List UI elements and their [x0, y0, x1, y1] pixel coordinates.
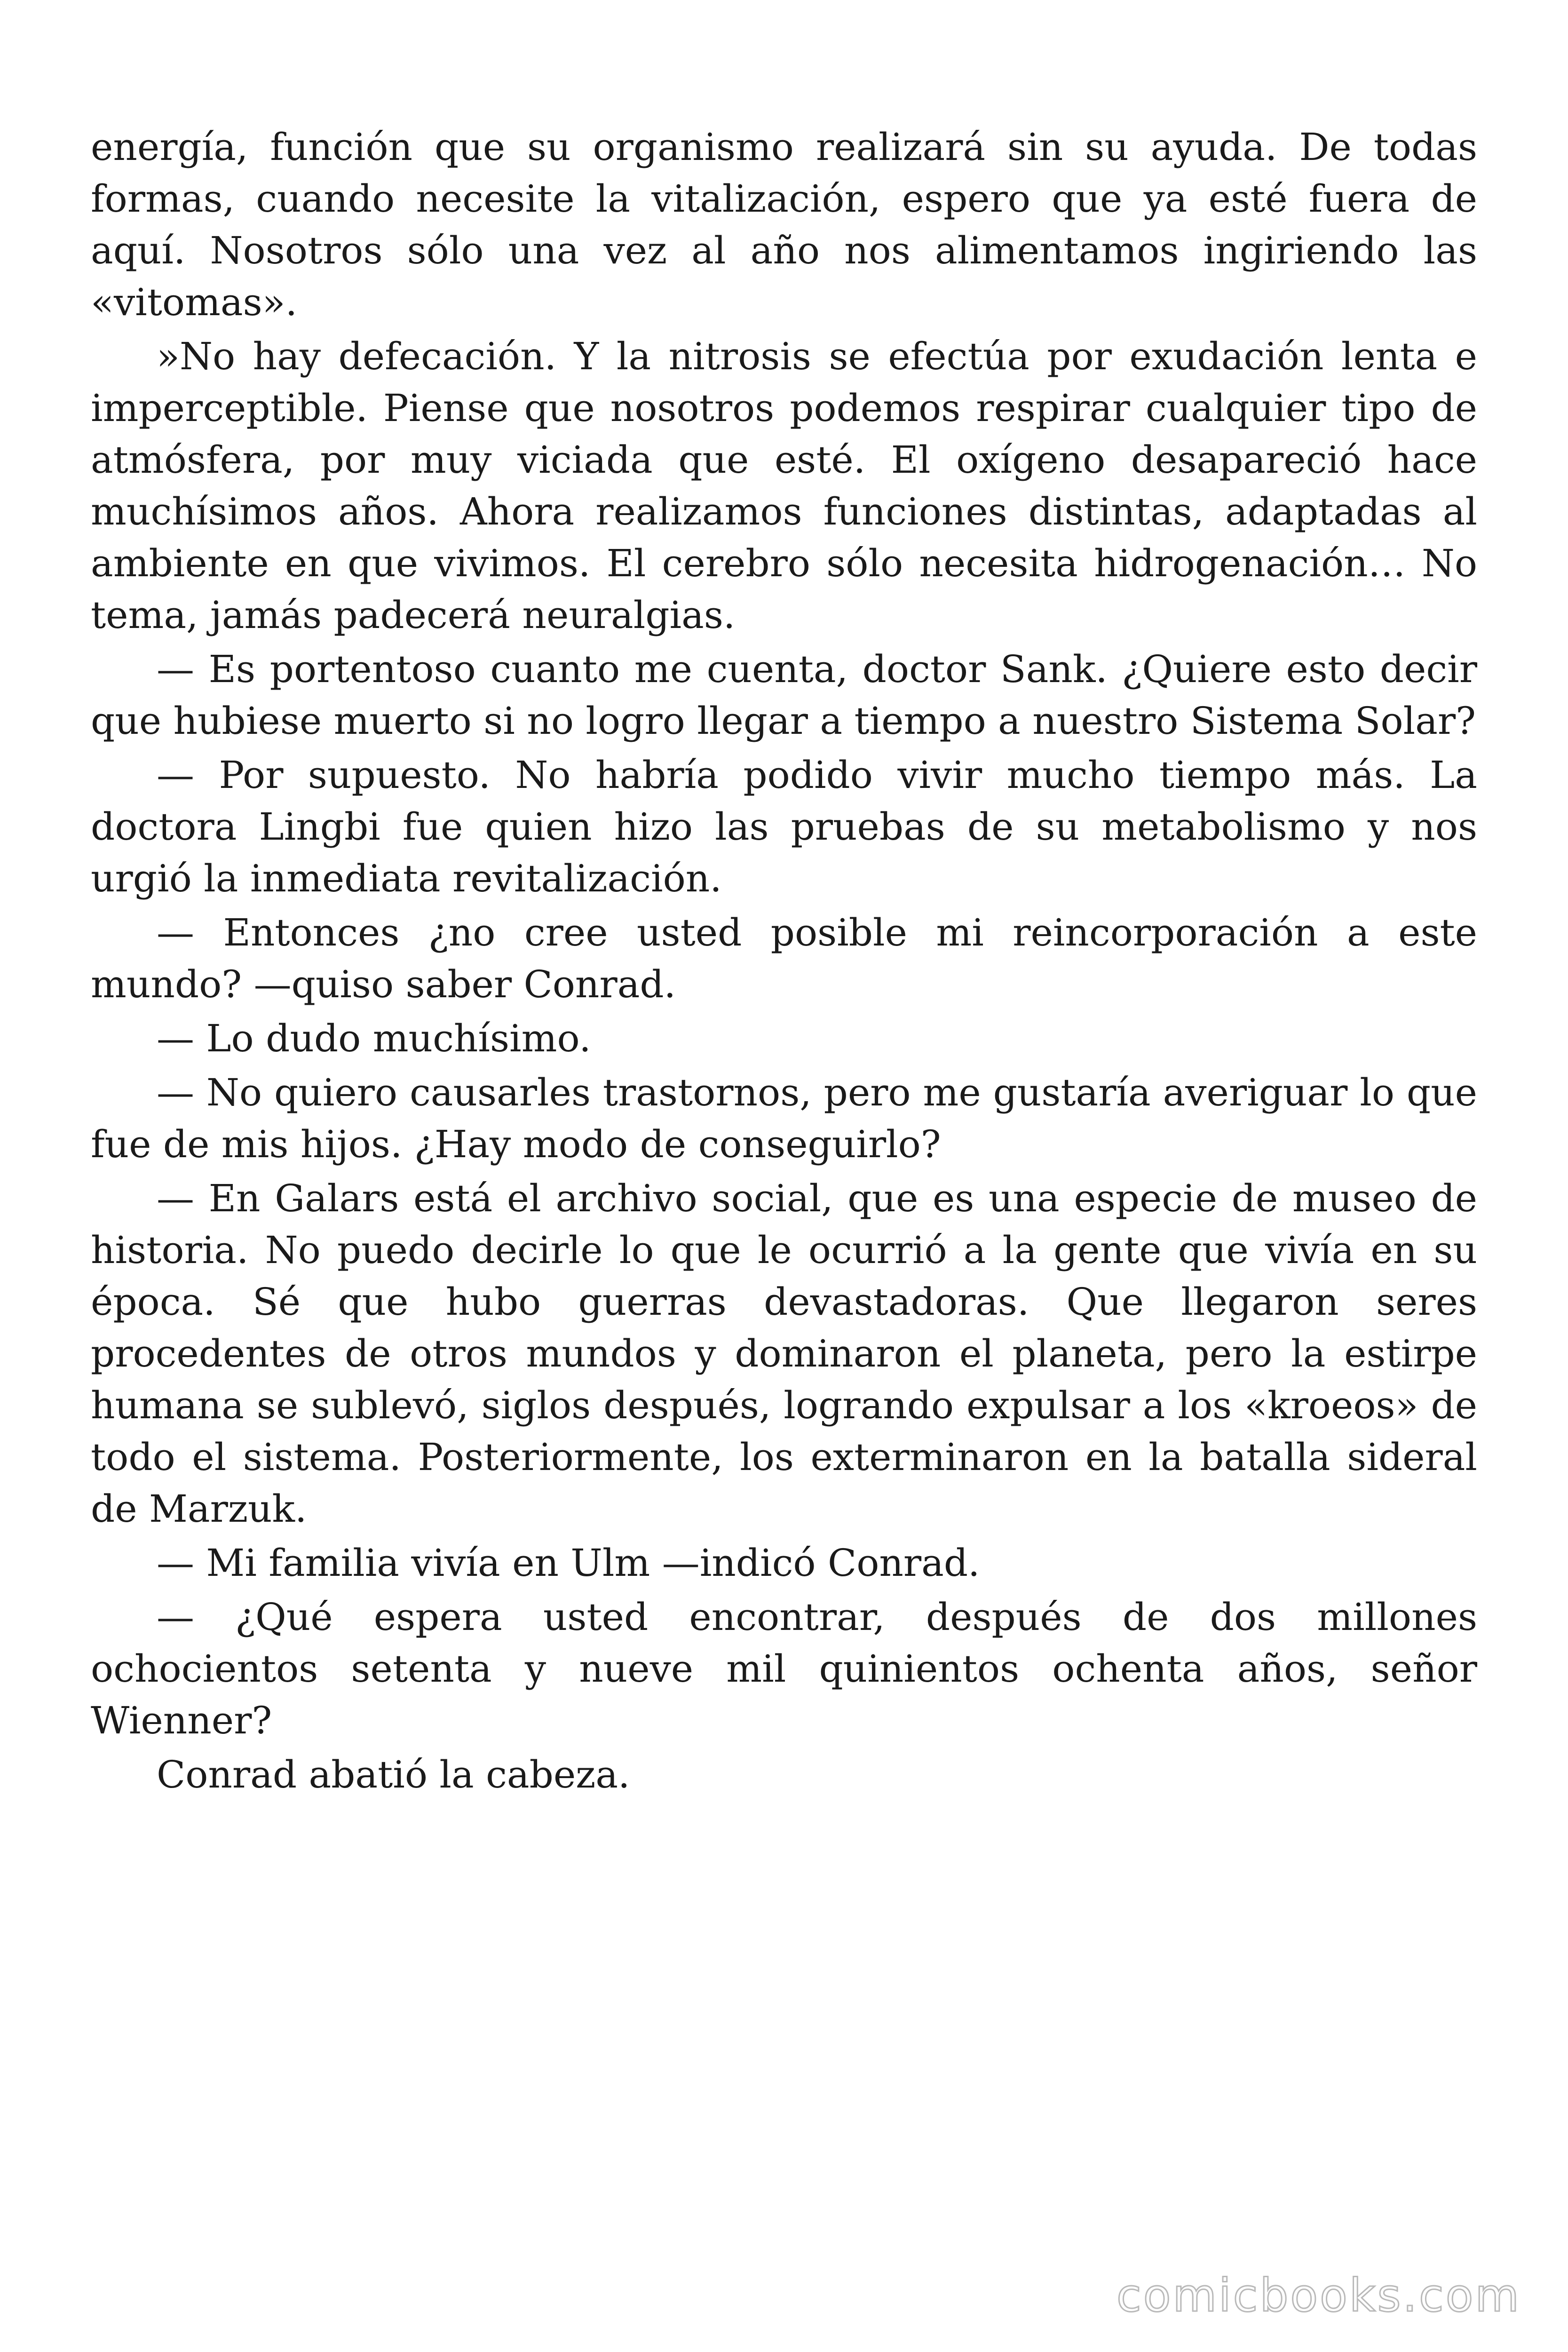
paragraph-10: — ¿Qué espera usted encontrar, después de dos millones ochocientos setenta y nueve mil quinientos ochenta años, señor Wienner?: [91, 1595, 1477, 1742]
paragraph-8: — En Galars está el archivo social, que es una especie de museo de historia. No puedo decirle lo que le ocurrió a la gente que vivía en su época. Sé que hubo guerras devastadoras. Que llegaron seres procedentes de otros mundos y dominaron el planeta, pero la estirpe humana se sublevó, siglos después, logrando expulsar a los «kroeos» de todo el sistema. Posteriormente, los exterminaron en la batalla sideral de Marzuk.: [91, 1176, 1477, 1531]
paragraph-2: »No hay defecación. Y la nitrosis se efectúa por exudación lenta e imperceptible. Piense que nosotros podemos respirar cualquier tipo de atmósfera, por muy viciada que esté. El oxígeno desapareció hace muchísimos años. Ahora realizamos funciones distintas, adaptadas al ambiente en que vivimos. El cerebro sólo necesita hidrogenación… No tema, jamás padecerá neuralgias.: [91, 334, 1477, 637]
paragraph-7: — No quiero causarles trastornos, pero me gustaría averiguar lo que fue de mis hijos. ¿Hay modo de conseguirlo?: [91, 1071, 1477, 1166]
paragraph-5: — Entonces ¿no cree usted posible mi reincorporación a este mundo? —quiso saber Conrad.: [91, 911, 1477, 1006]
watermark: comicbooks.com: [1116, 2269, 1521, 2322]
paragraph-11: Conrad abatió la cabeza.: [157, 1753, 630, 1796]
paragraph-6: — Lo dudo muchísimo.: [157, 1017, 591, 1060]
paragraph-3: — Es portentoso cuanto me cuenta, doctor Sank. ¿Quiere esto decir que hubiese muerto si no logro llegar a tiempo a nuestro Sistema Solar?: [91, 647, 1477, 743]
paragraph-4: — Por supuesto. No habría podido vivir mucho tiempo más. La doctora Lingbi fue quien hizo las pruebas de su metabolismo y nos urgió la inmediata revitalización.: [91, 753, 1477, 900]
page-body: [91, 121, 1477, 1803]
paragraph-1: energía, función que su organismo realizará sin su ayuda. De todas formas, cuando necesite la vitalización, espero que ya esté fuera de aquí. Nosotros sólo una vez al año nos alimentamos ingiriendo las «vitomas».: [91, 125, 1477, 324]
paragraph-9: — Mi familia vivía en Ulm —indicó Conrad.: [157, 1541, 980, 1585]
